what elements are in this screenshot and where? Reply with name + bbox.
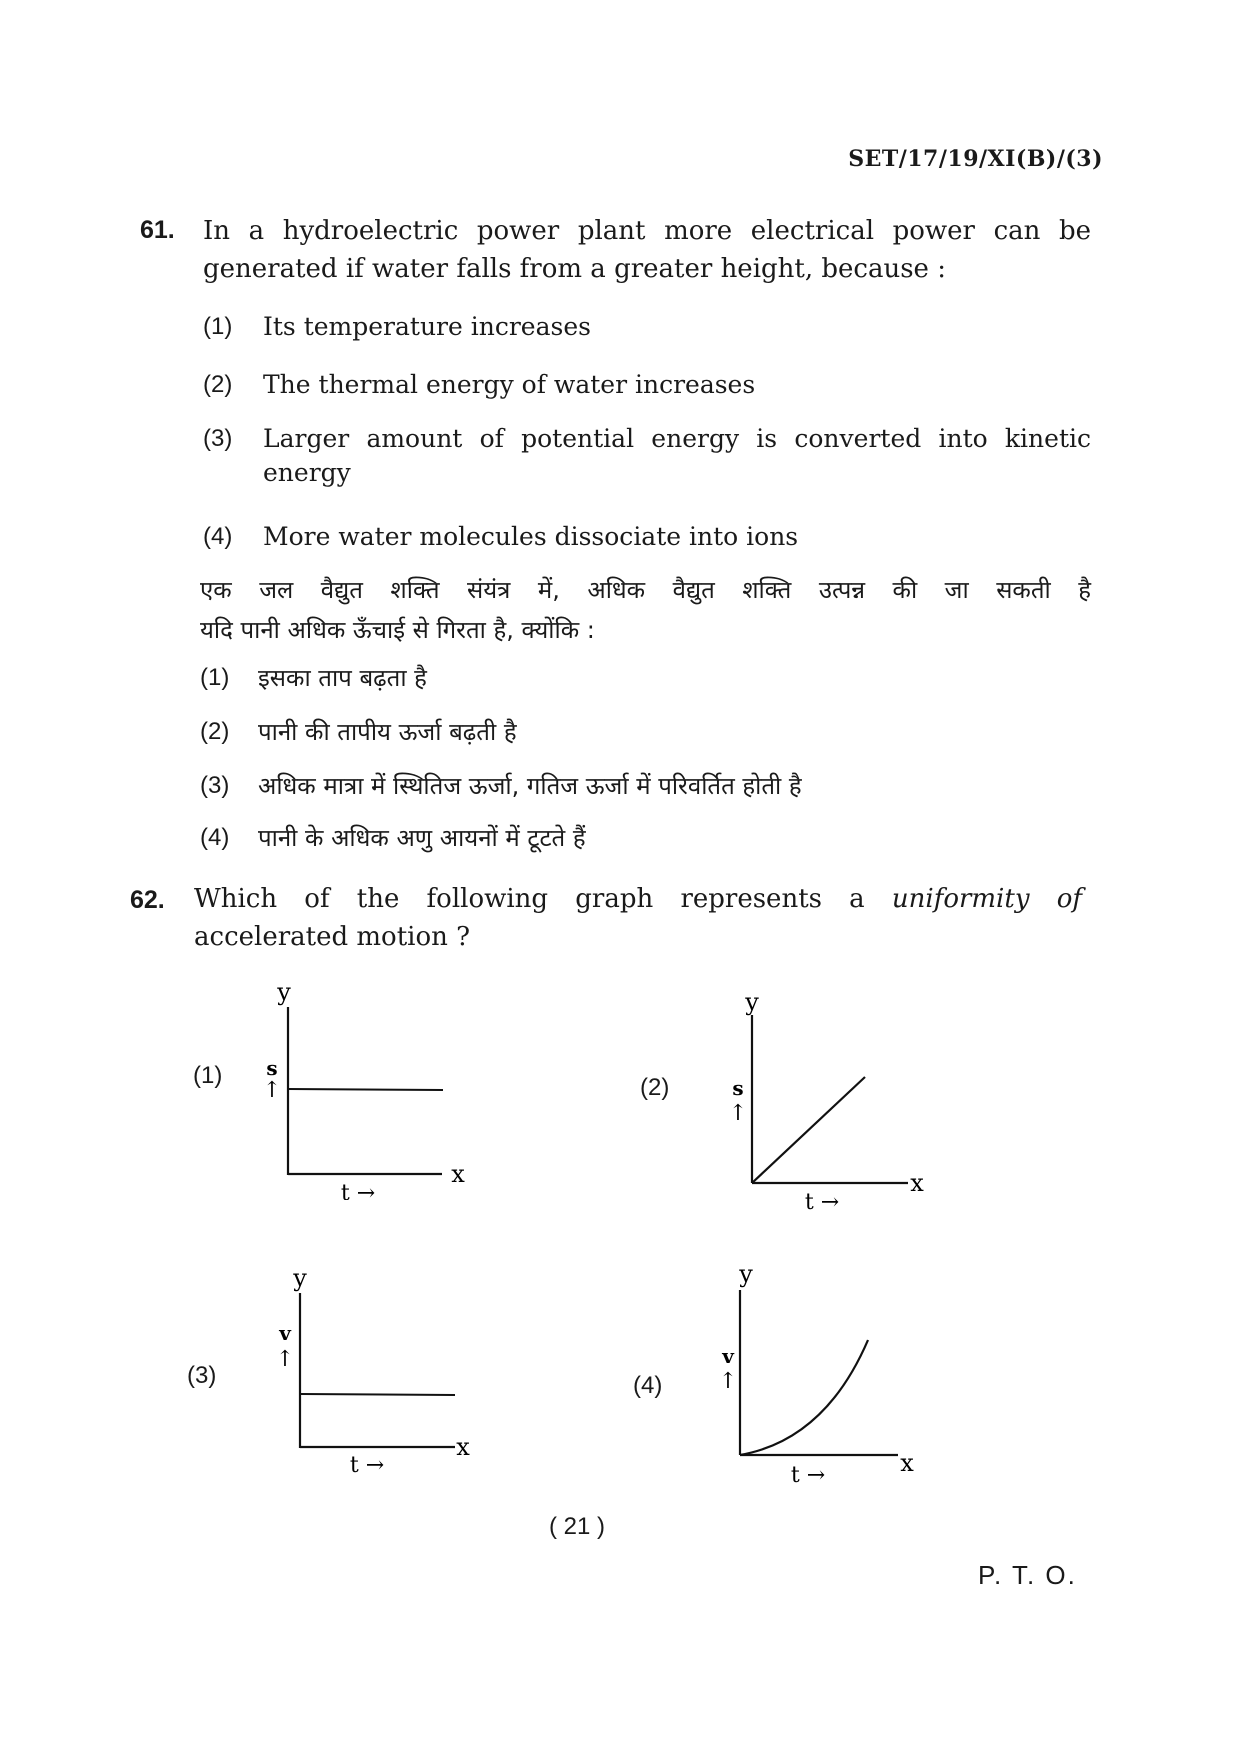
question-62-line-1-b: uniformity of: [891, 884, 1082, 914]
question-61-line-2: generated if water falls from a greater height, because :: [203, 254, 946, 284]
graph-1-y-label: y: [277, 978, 291, 1006]
q61-option-1-text: Its temperature increases: [263, 312, 591, 341]
q61-option-2-text: The thermal energy of water increases: [263, 370, 756, 399]
q61-hindi-option-3: [200, 766, 1100, 806]
graph-1-quantity: s: [266, 1056, 278, 1080]
q61-hindi-option-4-num: (4): [200, 824, 230, 851]
graph-2-y-label: y: [745, 990, 759, 1016]
graph-4-number: (4): [633, 1372, 663, 1399]
q61-option-2: [203, 368, 1103, 402]
graph-2-number: (2): [640, 1074, 670, 1101]
graph-4-t-label: t →: [790, 1463, 826, 1488]
q61-hindi-option-2: [200, 712, 1100, 752]
question-61-hindi-line-1: एक जल वैद्युत शक्ति संयंत्र में, अधिक वैद्युत शक्ति उत्पन्न की जा सकती है: [200, 576, 1091, 604]
question-62-line-2: accelerated motion ?: [194, 922, 471, 952]
graph-3-number: (3): [187, 1362, 217, 1389]
graph-3: [255, 1250, 475, 1475]
q61-hindi-option-4-text: पानी के अधिक अणु आयनों में टूटते हैं: [258, 824, 586, 852]
graph-4-quantity: v: [722, 1344, 734, 1368]
question-62-text: [194, 880, 1082, 956]
graph-3-x-label: x: [456, 1433, 470, 1461]
q61-option-1-num: (1): [203, 313, 233, 340]
graph-4: [700, 1260, 920, 1490]
graph-3-line: [300, 1394, 455, 1395]
q61-hindi-option-1: [200, 658, 1100, 698]
q61-option-2-num: (2): [203, 371, 233, 398]
question-62-line-1-a: Which of the following graph represents a: [194, 884, 865, 914]
graph-4-y-label: y: [739, 1260, 753, 1288]
q61-hindi-option-2-text: पानी की तापीय ऊर्जा बढ़ती है: [258, 718, 517, 746]
graph-4-curve: [740, 1340, 868, 1455]
graph-3-quantity: v: [279, 1321, 291, 1345]
q61-option-3-num: (3): [203, 425, 233, 452]
graph-2-up-arrow: ↑: [728, 1101, 748, 1126]
graph-4-x-label: x: [900, 1449, 914, 1477]
graph-1-up-arrow: ↑: [262, 1078, 282, 1103]
graph-1-x-label: x: [451, 1160, 465, 1188]
q61-option-3-line-1: Larger amount of potential energy is converted into kinetic: [263, 424, 1091, 453]
page-number: ( 21 ): [549, 1513, 606, 1540]
graph-2-t-label: t →: [804, 1190, 840, 1215]
q61-hindi-option-3-text: अधिक मात्रा में स्थितिज ऊर्जा, गतिज ऊर्जा में परिवर्तित होती है: [258, 772, 802, 800]
q61-option-1: [203, 310, 1103, 344]
q61-option-4-text: More water molecules dissociate into ions: [263, 522, 799, 551]
question-61-number: 61.: [140, 216, 175, 244]
graph-2-x-label: x: [910, 1169, 924, 1197]
graph-4-up-arrow: ↑: [718, 1369, 738, 1394]
q61-hindi-option-2-num: (2): [200, 718, 230, 745]
question-62-number: 62.: [130, 886, 165, 914]
question-62-line-1: [194, 880, 1082, 918]
graph-2-line: [752, 1077, 865, 1183]
q61-hindi-option-4: [200, 818, 1100, 858]
paper-code: SET/17/19/XI(B)/(3): [848, 146, 1103, 172]
graph-3-up-arrow: ↑: [275, 1347, 295, 1372]
question-61-line-1: In a hydroelectric power plant more electrical power can be: [203, 216, 1091, 246]
q61-option-3-line-2: energy: [263, 458, 351, 487]
question-61-text: [203, 212, 1091, 288]
pto-label: P. T. O.: [978, 1560, 1077, 1590]
q61-option-3: [203, 422, 1091, 490]
graph-1-line: [288, 1089, 443, 1090]
graph-2-quantity: s: [732, 1076, 744, 1100]
graph-1-t-label: t →: [340, 1181, 376, 1200]
question-61-hindi-line-2: यदि पानी अधिक ऊँचाई से गिरता है, क्योंकि :: [200, 616, 595, 644]
q61-option-4: [203, 520, 1103, 554]
graph-2: [710, 990, 930, 1215]
graph-1: [250, 975, 470, 1200]
graph-3-y-label: y: [293, 1264, 307, 1292]
q61-hindi-option-1-num: (1): [200, 664, 230, 691]
q61-option-4-num: (4): [203, 523, 233, 550]
graph-1-number: (1): [193, 1062, 223, 1089]
q61-hindi-option-3-num: (3): [200, 772, 230, 799]
q61-hindi-option-1-text: इसका ताप बढ़ता है: [258, 664, 427, 692]
question-61-hindi-text: [200, 570, 1091, 650]
graph-3-t-label: t →: [349, 1453, 385, 1475]
